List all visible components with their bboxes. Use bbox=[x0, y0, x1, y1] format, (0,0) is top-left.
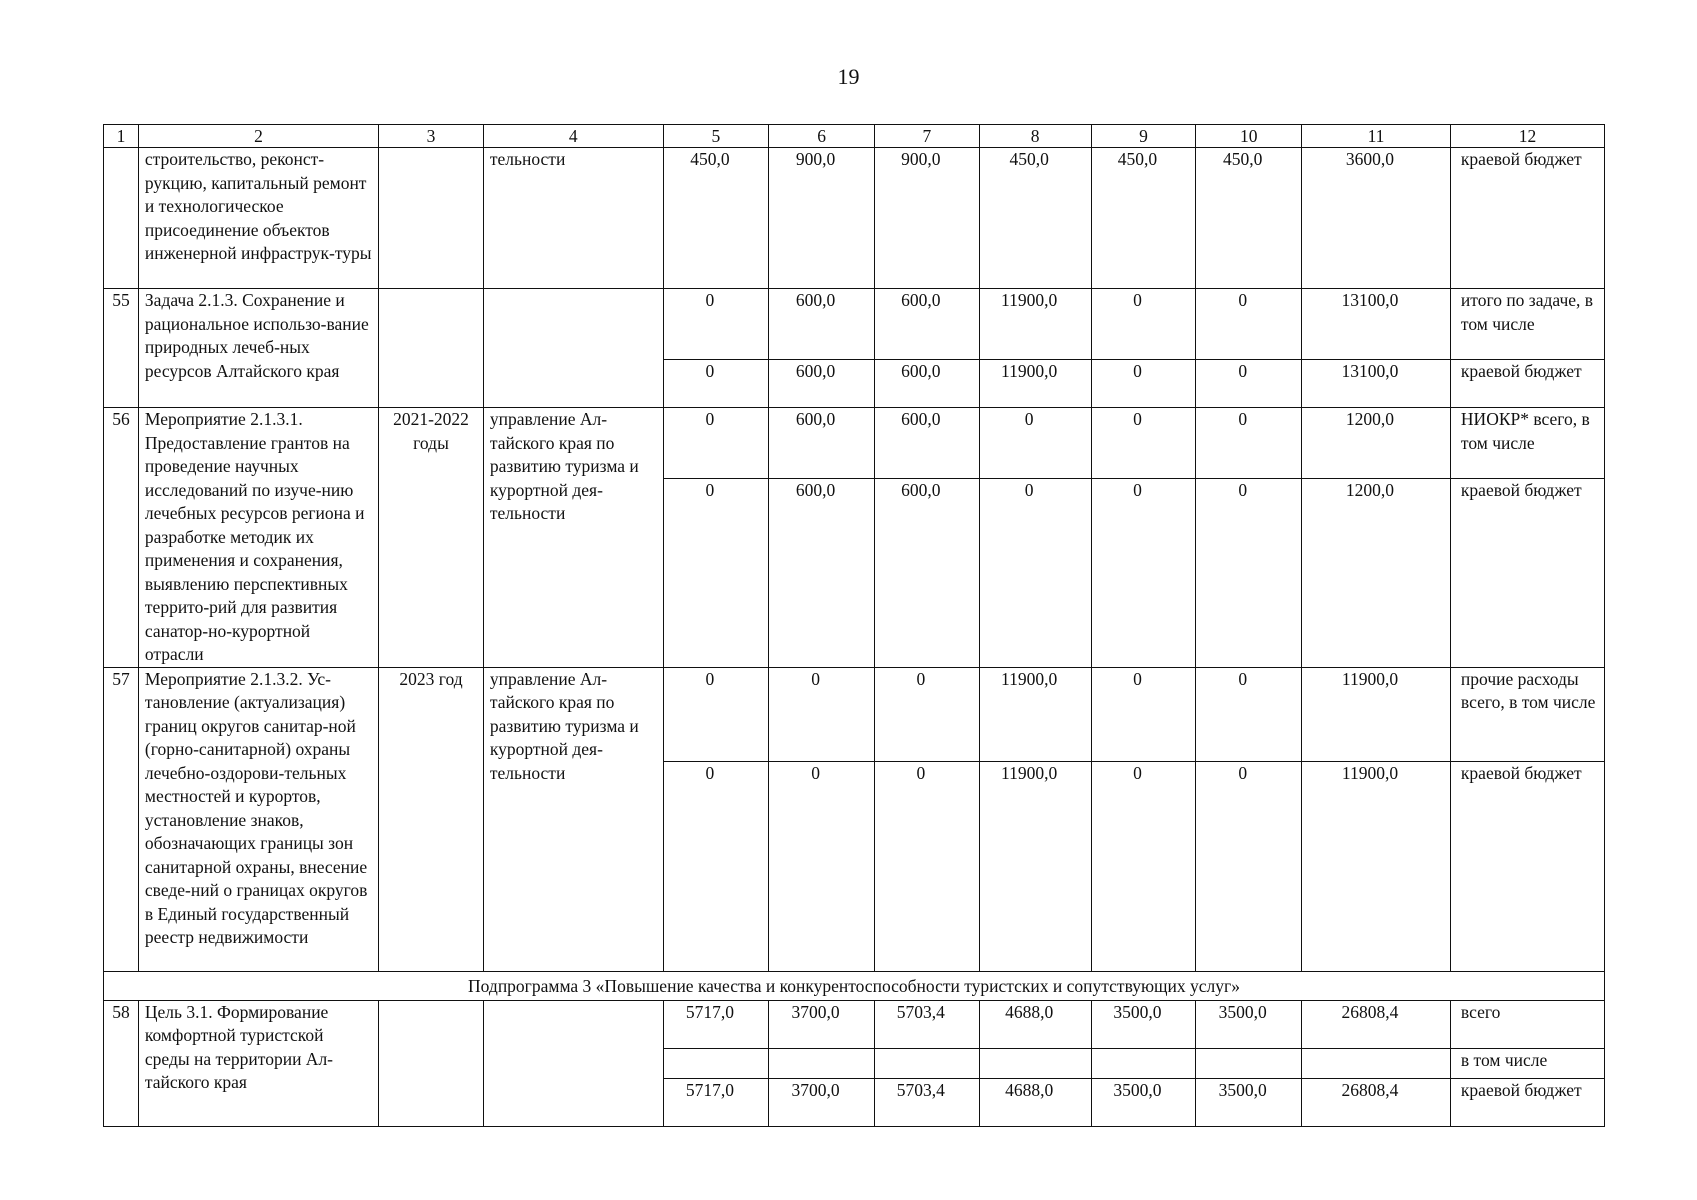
page-number: 19 bbox=[837, 64, 860, 89]
value-cell: 11900,0 bbox=[979, 667, 1091, 761]
table-row bbox=[104, 289, 1605, 360]
value-cell: 0 bbox=[663, 360, 769, 408]
value-cell: 900,0 bbox=[769, 148, 875, 289]
value-cell: 450,0 bbox=[1091, 148, 1196, 289]
value-cell: 11900,0 bbox=[979, 761, 1091, 971]
period-cell: 2021-2022 годы bbox=[379, 408, 484, 668]
column-header: 9 bbox=[1091, 125, 1196, 148]
value-cell bbox=[663, 1048, 769, 1078]
table-row bbox=[104, 148, 1605, 289]
row-number-cell: 58 bbox=[104, 1000, 139, 1126]
funding-source-cell: итого по задаче, в том числе bbox=[1450, 289, 1604, 360]
value-cell: 450,0 bbox=[663, 148, 769, 289]
value-cell: 3500,0 bbox=[1196, 1000, 1302, 1048]
description-cell: Мероприятие 2.1.3.1. Предоставление грантов на проведение научных исследований по изуче-нию лечебных ресурсов региона и разработке методик их применения и сохранения, выявлению перспективных террито-рий для развития санатор-но-курортной отрасли bbox=[138, 408, 378, 668]
column-header: 6 bbox=[769, 125, 875, 148]
value-cell: 0 bbox=[663, 761, 769, 971]
column-header: 1 bbox=[104, 125, 139, 148]
value-cell: 600,0 bbox=[874, 479, 979, 667]
value-cell: 11900,0 bbox=[1302, 667, 1451, 761]
description-cell: Цель 3.1. Формирование комфортной туристской среды на территории Ал-тайского края bbox=[138, 1000, 378, 1126]
table-header-row bbox=[104, 125, 1605, 148]
value-cell: 3700,0 bbox=[769, 1078, 875, 1126]
value-cell: 0 bbox=[1091, 479, 1196, 667]
description-cell: строительство, реконст-рукцию, капитальный ремонт и технологическое присоединение объектов инженерной инфраструк-туры bbox=[138, 148, 378, 289]
value-cell: 0 bbox=[663, 479, 769, 667]
funding-source-cell: краевой бюджет bbox=[1450, 1078, 1604, 1126]
value-cell: 1200,0 bbox=[1302, 408, 1451, 479]
column-header: 2 bbox=[138, 125, 378, 148]
column-header: 4 bbox=[483, 125, 663, 148]
value-cell: 600,0 bbox=[874, 408, 979, 479]
value-cell: 0 bbox=[1196, 360, 1302, 408]
value-cell: 0 bbox=[769, 761, 875, 971]
value-cell: 0 bbox=[769, 667, 875, 761]
value-cell: 900,0 bbox=[874, 148, 979, 289]
responsible-cell: управление Ал-тайского края по развитию туризма и курортной дея-тельности bbox=[483, 408, 663, 668]
value-cell: 0 bbox=[979, 479, 1091, 667]
value-cell: 13100,0 bbox=[1302, 360, 1451, 408]
value-cell: 0 bbox=[1196, 479, 1302, 667]
value-cell: 3500,0 bbox=[1196, 1078, 1302, 1126]
value-cell: 600,0 bbox=[874, 289, 979, 360]
value-cell: 600,0 bbox=[769, 360, 875, 408]
value-cell: 0 bbox=[1091, 761, 1196, 971]
funding-source-cell: прочие расходы всего, в том числе bbox=[1450, 667, 1604, 761]
value-cell: 3500,0 bbox=[1091, 1078, 1196, 1126]
value-cell: 450,0 bbox=[979, 148, 1091, 289]
value-cell: 5703,4 bbox=[874, 1078, 979, 1126]
budget-table bbox=[103, 124, 1605, 1127]
row-number-cell: 55 bbox=[104, 289, 139, 408]
responsible-cell: тельности bbox=[483, 148, 663, 289]
value-cell bbox=[769, 1048, 875, 1078]
column-header: 7 bbox=[874, 125, 979, 148]
value-cell: 600,0 bbox=[874, 360, 979, 408]
value-cell: 3600,0 bbox=[1302, 148, 1451, 289]
value-cell: 0 bbox=[1196, 667, 1302, 761]
value-cell bbox=[979, 1048, 1091, 1078]
value-cell bbox=[874, 1048, 979, 1078]
value-cell: 600,0 bbox=[769, 408, 875, 479]
column-header: 3 bbox=[379, 125, 484, 148]
description-cell: Мероприятие 2.1.3.2. Ус-тановление (актуализация) границ округов санитар-ной (горно-санитарной) охраны лечебно-оздорови-тельных местностей и курортов, установление знаков, обозначающих границы зон санитарной охраны, внесение сведе-ний о границах округов в Единый государственный реестр недвижимости bbox=[138, 667, 378, 971]
funding-source-cell: всего bbox=[1450, 1000, 1604, 1048]
row-number-cell: 57 bbox=[104, 667, 139, 971]
value-cell: 0 bbox=[979, 408, 1091, 479]
table-row bbox=[104, 408, 1605, 479]
value-cell: 0 bbox=[663, 289, 769, 360]
column-header: 5 bbox=[663, 125, 769, 148]
funding-source-cell: краевой бюджет bbox=[1450, 148, 1604, 289]
description-cell: Задача 2.1.3. Сохранение и рациональное использо-вание природных лечеб-ных ресурсов Алтайского края bbox=[138, 289, 378, 408]
value-cell: 0 bbox=[663, 408, 769, 479]
value-cell: 600,0 bbox=[769, 479, 875, 667]
row-number-cell bbox=[104, 148, 139, 289]
column-header: 8 bbox=[979, 125, 1091, 148]
value-cell: 11900,0 bbox=[979, 289, 1091, 360]
value-cell: 3700,0 bbox=[769, 1000, 875, 1048]
value-cell: 11900,0 bbox=[979, 360, 1091, 408]
value-cell: 0 bbox=[874, 761, 979, 971]
value-cell: 5703,4 bbox=[874, 1000, 979, 1048]
value-cell bbox=[1196, 1048, 1302, 1078]
funding-source-cell: краевой бюджет bbox=[1450, 360, 1604, 408]
subprogram-title: Подпрограмма 3 «Повышение качества и конкурентоспособности туристских и сопутствующих услуг» bbox=[104, 971, 1605, 1000]
value-cell: 26808,4 bbox=[1302, 1000, 1451, 1048]
value-cell: 0 bbox=[1091, 289, 1196, 360]
column-header: 10 bbox=[1196, 125, 1302, 148]
value-cell: 0 bbox=[1196, 289, 1302, 360]
value-cell: 600,0 bbox=[769, 289, 875, 360]
value-cell: 0 bbox=[1091, 408, 1196, 479]
row-number-cell: 56 bbox=[104, 408, 139, 668]
funding-source-cell: краевой бюджет bbox=[1450, 761, 1604, 971]
funding-source-cell: в том числе bbox=[1450, 1048, 1604, 1078]
responsible-cell: управление Ал-тайского края по развитию туризма и курортной дея-тельности bbox=[483, 667, 663, 971]
responsible-cell bbox=[483, 289, 663, 408]
period-cell bbox=[379, 289, 484, 408]
value-cell: 4688,0 bbox=[979, 1078, 1091, 1126]
value-cell: 11900,0 bbox=[1302, 761, 1451, 971]
table-row bbox=[104, 1000, 1605, 1048]
funding-source-cell: НИОКР* всего, в том числе bbox=[1450, 408, 1604, 479]
subprogram-row bbox=[104, 971, 1605, 1000]
value-cell: 13100,0 bbox=[1302, 289, 1451, 360]
value-cell: 26808,4 bbox=[1302, 1078, 1451, 1126]
value-cell: 1200,0 bbox=[1302, 479, 1451, 667]
value-cell: 0 bbox=[874, 667, 979, 761]
value-cell: 0 bbox=[663, 667, 769, 761]
period-cell bbox=[379, 148, 484, 289]
value-cell bbox=[1302, 1048, 1451, 1078]
funding-source-cell: краевой бюджет bbox=[1450, 479, 1604, 667]
value-cell: 3500,0 bbox=[1091, 1000, 1196, 1048]
column-header: 12 bbox=[1450, 125, 1604, 148]
table-row bbox=[104, 667, 1605, 761]
column-header: 11 bbox=[1302, 125, 1451, 148]
value-cell: 0 bbox=[1196, 408, 1302, 479]
value-cell: 450,0 bbox=[1196, 148, 1302, 289]
value-cell: 0 bbox=[1196, 761, 1302, 971]
value-cell: 0 bbox=[1091, 667, 1196, 761]
period-cell bbox=[379, 1000, 484, 1126]
value-cell bbox=[1091, 1048, 1196, 1078]
value-cell: 0 bbox=[1091, 360, 1196, 408]
value-cell: 5717,0 bbox=[663, 1078, 769, 1126]
period-cell: 2023 год bbox=[379, 667, 484, 971]
value-cell: 4688,0 bbox=[979, 1000, 1091, 1048]
value-cell: 5717,0 bbox=[663, 1000, 769, 1048]
responsible-cell bbox=[483, 1000, 663, 1126]
